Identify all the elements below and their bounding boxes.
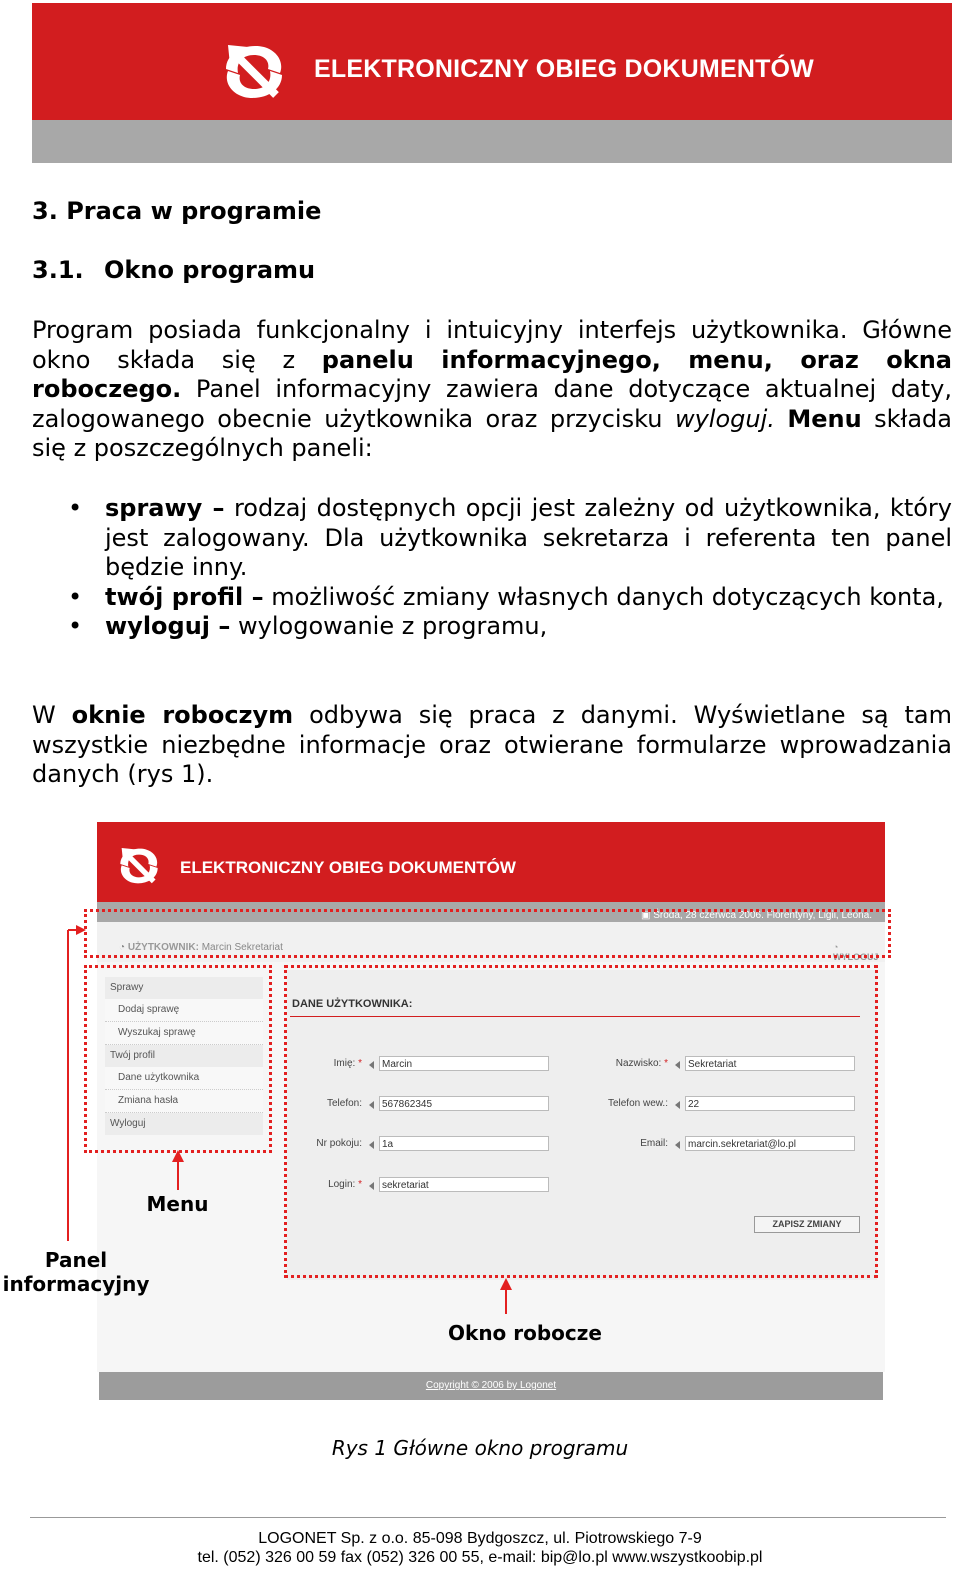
- pokoj-label: Nr pokoju:: [316, 1138, 362, 1149]
- bullet-text: możliwość zmiany własnych danych dotyczących konta,: [263, 582, 944, 611]
- telefon-label: Telefon:: [326, 1098, 362, 1109]
- work-text-1: W: [32, 701, 72, 729]
- subsection-number: 3.1.: [32, 256, 84, 284]
- panel-callout-line1: Panel: [44, 1248, 108, 1272]
- logout-label: WYLOGUJ: [833, 952, 879, 962]
- intro-italic-logout: wyloguj.: [674, 404, 775, 433]
- footer-address: LOGONET Sp. z o.o. 85-098 Bydgoszcz, ul. Piotrowskiego 7-9: [258, 1530, 702, 1547]
- list-item: • wyloguj – wylogowanie z programu,: [68, 612, 548, 641]
- telefon-field[interactable]: 567862345: [379, 1096, 549, 1111]
- label-text: Nazwisko:: [615, 1058, 662, 1069]
- pokoj-field[interactable]: 1a: [379, 1136, 549, 1151]
- intro-text-2: Panel informacyjny zawiera dane dotyczące aktualnej daty, zalogowanego obecnie użytkownika oraz przycisku: [32, 375, 952, 433]
- logout-icon: ◔: [833, 942, 839, 952]
- required-mark: *: [664, 1058, 668, 1069]
- menu-item-sprawy[interactable]: Sprawy: [105, 977, 263, 999]
- date-text: Środa, 28 czerwca 2006. Florentyny, Ligii, Leona.: [653, 910, 873, 921]
- intro-bold-menu: Menu: [787, 404, 862, 433]
- figure-caption: Rys 1 Główne okno programu: [331, 1436, 629, 1460]
- email-field[interactable]: marcin.sekretariat@lo.pl: [685, 1136, 855, 1151]
- arrow-up-icon: [500, 1278, 512, 1290]
- section-number: 3.: [32, 197, 58, 225]
- user-icon: ◔: [119, 942, 128, 953]
- nazwisko-field[interactable]: Sekretariat: [685, 1056, 855, 1071]
- required-mark: *: [358, 1179, 362, 1190]
- email-label: Email:: [640, 1138, 668, 1149]
- work-callout: Okno robocze: [448, 1321, 602, 1345]
- required-mark: *: [358, 1058, 362, 1069]
- label-text: Login:: [328, 1179, 356, 1190]
- subsection-title: Okno programu: [104, 256, 316, 284]
- login-field[interactable]: sekretariat: [379, 1177, 549, 1192]
- form-heading: DANE UŻYTKOWNIKA:: [292, 998, 413, 1010]
- intro-text-1: Program posiada funkcjonalny i intuicyjny interfejs użytkownika. Główne okno składa się z: [32, 316, 952, 374]
- telwew-field[interactable]: 22: [685, 1096, 855, 1111]
- telwew-label: Telefon wew.:: [607, 1098, 668, 1109]
- arrow-up-icon: [172, 1150, 184, 1162]
- bullet-term: wyloguj –: [105, 612, 231, 641]
- section-title: Praca w programie: [66, 197, 322, 225]
- bullet-text: wylogowanie z programu,: [230, 612, 548, 641]
- banner-title: ELEKTRONICZNY OBIEG DOKUMENTÓW: [314, 55, 814, 83]
- menu-item-zmiana-hasla[interactable]: Zmiana hasła: [105, 1090, 263, 1113]
- bullet-term: sprawy –: [105, 494, 225, 522]
- save-changes-button[interactable]: ZAPISZ ZMIANY: [754, 1216, 860, 1233]
- intro-text-4: składa się z poszczególnych paneli:: [32, 404, 952, 463]
- menu-item-dane-uzytkownika[interactable]: Dane użytkownika: [105, 1067, 263, 1090]
- list-item: • twój profil – możliwość zmiany własnych danych dotyczących konta,: [68, 582, 944, 611]
- menu-item-twoj-profil[interactable]: Twój profil: [105, 1045, 263, 1067]
- menu-item-dodaj-sprawe[interactable]: Dodaj sprawę: [105, 999, 263, 1022]
- list-item: • sprawy – rodzaj dostępnych opcji jest zależny od użytkownika, który jest zalogowany. Dla użytkownika sekretarza i referenta ten panel będzie inny.: [68, 494, 952, 582]
- intro-bold-1: panelu informacyjnego, menu, oraz okna roboczego.: [32, 345, 952, 404]
- menu-item-wyszukaj-sprawe[interactable]: Wyszukaj sprawę: [105, 1022, 263, 1045]
- shot-title: ELEKTRONICZNY OBIEG DOKUMENTÓW: [180, 858, 516, 877]
- label-text: Imię:: [333, 1058, 356, 1069]
- arrow-right-icon: [76, 925, 86, 935]
- user-name: Marcin Sekretariat: [201, 942, 283, 953]
- work-text-2: odbywa się praca z danymi. Wyświetlane są tam wszystkie niezbędne informacje oraz otwierane formularze wprowadzania danych (rys 1).: [32, 701, 953, 789]
- footer-divider: [30, 1517, 946, 1518]
- bullet-term: twój profil –: [105, 582, 264, 611]
- bullet-text: rodzaj dostępnych opcji jest zależny od użytkownika, który jest zalogowany. Dla użytkownika sekretarza i referenta ten panel będzie inny.: [105, 494, 952, 582]
- calendar-icon: ▣: [641, 910, 654, 921]
- menu-callout: Menu: [146, 1192, 209, 1216]
- panel-callout-line2: informacyjny: [2, 1272, 150, 1296]
- copyright-link[interactable]: Copyright © 2006 by Logonet: [425, 1380, 557, 1391]
- menu-item-wyloguj[interactable]: Wyloguj: [105, 1113, 263, 1135]
- footer-contact: tel. (052) 326 00 59 fax (052) 326 00 55, e-mail: bip@lo.pl www.wszystkoobip.pl: [197, 1549, 763, 1566]
- work-bold: oknie roboczym: [71, 701, 294, 729]
- imie-field[interactable]: Marcin: [379, 1056, 549, 1071]
- user-label: UŻYTKOWNIK:: [127, 942, 199, 953]
